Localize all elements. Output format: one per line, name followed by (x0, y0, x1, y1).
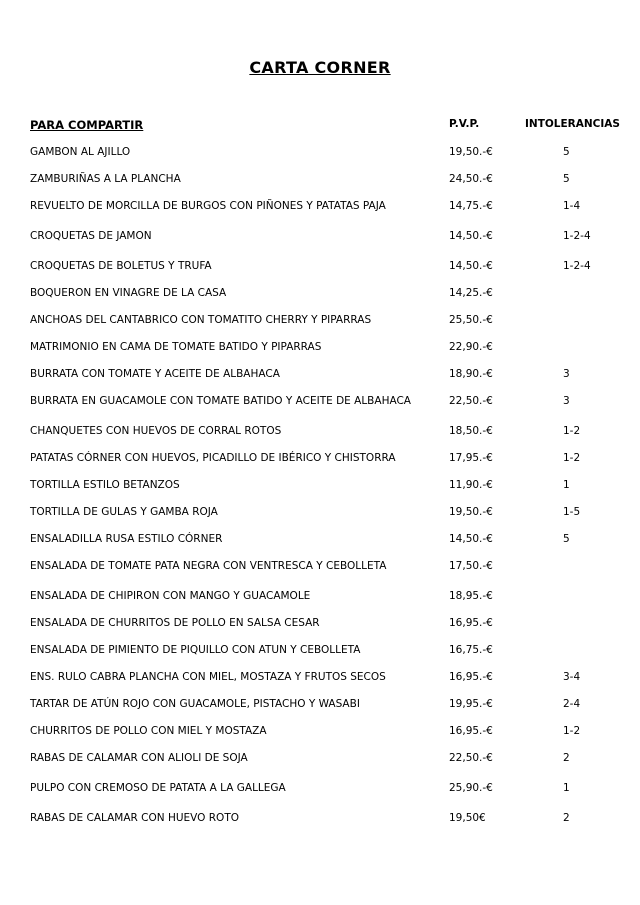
menu-item (0, 698, 640, 714)
menu-item (0, 590, 640, 606)
intolerances-column-header: INTOLERANCIAS (525, 118, 620, 130)
menu-item (0, 200, 640, 216)
intolerance-codes: 2 (563, 752, 570, 764)
dish-name: ZAMBURIÑAS A LA PLANCHA (30, 173, 181, 185)
dish-price: 16,75.-€ (449, 644, 493, 656)
dish-name: RABAS DE CALAMAR CON HUEVO ROTO (30, 812, 240, 824)
price-column-header: P.V.P. (449, 118, 480, 130)
dish-name: MATRIMONIO EN CAMA DE TOMATE BATIDO Y PIPARRAS (30, 341, 322, 353)
dish-name: CHURRITOS DE POLLO CON MIEL Y MOSTAZA (30, 725, 267, 737)
dish-price: 14,50.-€ (449, 230, 493, 242)
dish-name: ENSALADA DE PIMIENTO DE PIQUILLO CON ATUN Y CEBOLLETA (30, 644, 361, 656)
dish-price: 22,50.-€ (449, 752, 493, 764)
dish-name: GAMBON AL AJILLO (30, 146, 131, 158)
intolerance-codes: 1 (563, 479, 570, 491)
intolerance-codes: 2-4 (563, 698, 581, 710)
intolerance-codes: 1-2 (563, 425, 581, 437)
dish-price: 16,95.-€ (449, 671, 493, 683)
dish-name: ENS. RULO CABRA PLANCHA CON MIEL, MOSTAZA Y FRUTOS SECOS (30, 671, 386, 683)
dish-name: ENSALADA DE CHURRITOS DE POLLO EN SALSA CESAR (30, 617, 320, 629)
menu-item (0, 260, 640, 276)
dish-price: 14,50.-€ (449, 533, 493, 545)
menu-item (0, 533, 640, 549)
dish-price: 18,90.-€ (449, 368, 493, 380)
dish-price: 22,50.-€ (449, 395, 493, 407)
menu-item (0, 725, 640, 741)
dish-name: TORTILLA DE GULAS Y GAMBA ROJA (30, 506, 218, 518)
menu-item (0, 560, 640, 576)
dish-name: ANCHOAS DEL CANTABRICO CON TOMATITO CHERRY Y PIPARRAS (30, 314, 372, 326)
dish-price: 25,50.-€ (449, 314, 493, 326)
dish-name: RABAS DE CALAMAR CON ALIOLI DE SOJA (30, 752, 248, 764)
menu-item (0, 452, 640, 468)
intolerance-codes: 1-4 (563, 200, 581, 212)
dish-name: BOQUERON EN VINAGRE DE LA CASA (30, 287, 227, 299)
menu-item (0, 752, 640, 768)
intolerance-codes: 1 (563, 782, 570, 794)
dish-name: CROQUETAS DE JAMON (30, 230, 152, 242)
intolerance-codes: 1-2-4 (563, 260, 591, 272)
menu-item (0, 617, 640, 633)
dish-name: PULPO CON CREMOSO DE PATATA A LA GALLEGA (30, 782, 286, 794)
dish-price: 14,25.-€ (449, 287, 493, 299)
dish-price: 19,50€ (449, 812, 486, 824)
menu-item (0, 812, 640, 828)
menu-item (0, 173, 640, 189)
menu-item (0, 425, 640, 441)
intolerance-codes: 1-2-4 (563, 230, 591, 242)
menu-item (0, 782, 640, 798)
intolerance-codes: 3 (563, 395, 570, 407)
intolerance-codes: 2 (563, 812, 570, 824)
menu-item (0, 341, 640, 357)
intolerance-codes: 1-5 (563, 506, 581, 518)
menu-item (0, 314, 640, 330)
menu-item (0, 287, 640, 303)
dish-price: 16,95.-€ (449, 725, 493, 737)
dish-price: 18,95.-€ (449, 590, 493, 602)
dish-price: 14,50.-€ (449, 260, 493, 272)
dish-price: 16,95.-€ (449, 617, 493, 629)
dish-price: 24,50.-€ (449, 173, 493, 185)
dish-price: 11,90.-€ (449, 479, 493, 491)
dish-price: 14,75.-€ (449, 200, 493, 212)
section-heading: PARA COMPARTIR (30, 118, 144, 132)
page-title: CARTA CORNER (249, 58, 391, 77)
intolerance-codes: 1-2 (563, 452, 581, 464)
dish-price: 19,50.-€ (449, 506, 493, 518)
dish-name: ENSALADA DE CHIPIRON CON MANGO Y GUACAMOLE (30, 590, 311, 602)
intolerance-codes: 3 (563, 368, 570, 380)
menu-item (0, 395, 640, 411)
intolerance-codes: 5 (563, 146, 570, 158)
dish-name: BURRATA CON TOMATE Y ACEITE DE ALBAHACA (30, 368, 280, 380)
menu-item (0, 506, 640, 522)
menu-item (0, 368, 640, 384)
dish-price: 17,50.-€ (449, 560, 493, 572)
intolerance-codes: 5 (563, 533, 570, 545)
dish-name: CROQUETAS DE BOLETUS Y TRUFA (30, 260, 212, 272)
dish-price: 25,90.-€ (449, 782, 493, 794)
dish-price: 18,50.-€ (449, 425, 493, 437)
intolerance-codes: 5 (563, 173, 570, 185)
dish-price: 19,50.-€ (449, 146, 493, 158)
dish-price: 17,95.-€ (449, 452, 493, 464)
dish-price: 19,95.-€ (449, 698, 493, 710)
intolerance-codes: 3-4 (563, 671, 581, 683)
menu-item (0, 479, 640, 495)
dish-name: ENSALADA DE TOMATE PATA NEGRA CON VENTRESCA Y CEBOLLETA (30, 560, 387, 572)
dish-name: REVUELTO DE MORCILLA DE BURGOS CON PIÑONES Y PATATAS PAJA (30, 200, 386, 212)
menu-item (0, 644, 640, 660)
dish-name: TORTILLA ESTILO BETANZOS (30, 479, 180, 491)
dish-name: BURRATA EN GUACAMOLE CON TOMATE BATIDO Y ACEITE DE ALBAHACA (30, 395, 411, 407)
dish-price: 22,90.-€ (449, 341, 493, 353)
dish-name: TARTAR DE ATÚN ROJO CON GUACAMOLE, PISTACHO Y WASABI (30, 698, 360, 710)
dish-name: PATATAS CÓRNER CON HUEVOS, PICADILLO DE IBÉRICO Y CHISTORRA (30, 452, 396, 464)
dish-name: CHANQUETES CON HUEVOS DE CORRAL ROTOS (30, 425, 282, 437)
menu-item (0, 671, 640, 687)
dish-name: ENSALADILLA RUSA ESTILO CÓRNER (30, 533, 223, 545)
intolerance-codes: 1-2 (563, 725, 581, 737)
menu-item (0, 230, 640, 246)
menu-item (0, 146, 640, 162)
